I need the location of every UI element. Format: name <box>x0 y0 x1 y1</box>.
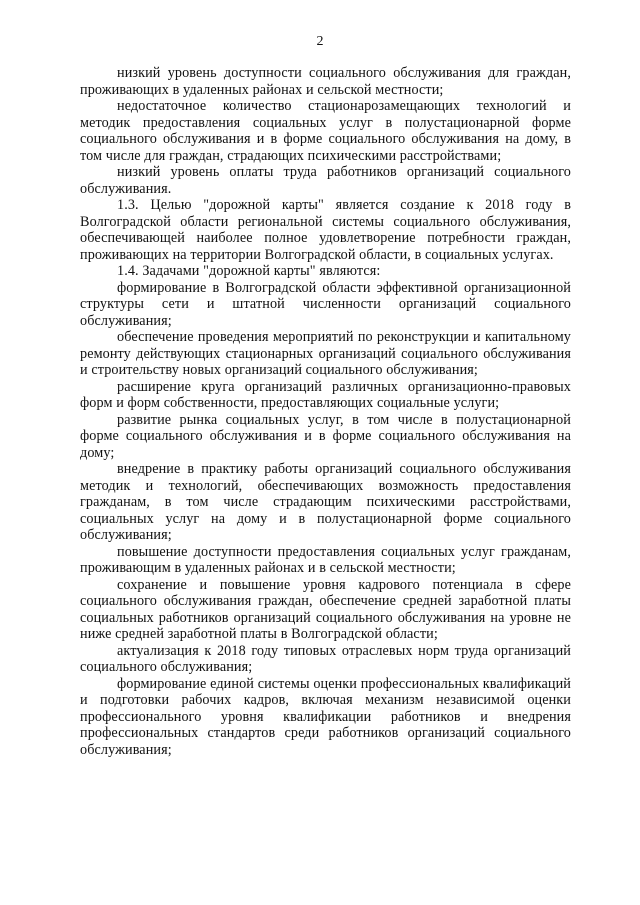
page-number: 2 <box>316 34 324 49</box>
paragraph-task-1: формирование в Волгоградской области эффективной организационной структуры сети и штатной численности организаций социального обслуживания; <box>80 279 571 329</box>
paragraph-2: недостаточное количество стационарозамещающих технологий и методик предоставления социальных услуг в полустационарной форме социального обслуживания и в форме социального обслуживания на дому, в том числе для граждан, страдающих психическими расстройствами; <box>80 98 571 164</box>
paragraph-3: низкий уровень оплаты труда работников организаций социального обслуживания. <box>80 164 571 197</box>
paragraph-task-5: внедрение в практику работы организаций социального обслуживания методик и технологий, обеспечивающих возможность предоставления гражданам, в том числе страдающим психическими расстройствами, социальных услуг на дому и в полустационарной форме социального обслуживания; <box>80 461 571 543</box>
paragraph-task-7: сохранение и повышение уровня кадрового потенциала в сфере социального обслуживания граждан, обеспечение средней заработной платы социальных работников организаций социального обслуживания на уровне не ниже средней заработной платы в Волгоградской области; <box>80 576 571 642</box>
paragraph-task-6: повышение доступности предоставления социальных услуг гражданам, проживающим в удаленных районах и в сельской местности; <box>80 543 571 576</box>
paragraph-task-2: обеспечение проведения мероприятий по реконструкции и капитальному ремонту действующих стационарных организаций социального обслуживания и строительству новых организаций социального обслуживания; <box>80 329 571 378</box>
paragraph-task-3: расширение круга организаций различных организационно-правовых форм и форм собственности, предоставляющих социальные услуги; <box>80 378 571 411</box>
paragraph-task-9: формирование единой системы оценки профессиональных квалификаций и подготовки рабочих кадров, включая механизм независимой оценки профессионального уровня квалификации работников и внедрения профессиональных стандартов среди работников организаций социального обслуживания; <box>80 675 571 758</box>
paragraph-tasks-heading: 1.4. Задачами "дорожной карты" являются: <box>117 263 381 279</box>
paragraph-1: низкий уровень доступности социального обслуживания для граждан, проживающих в удаленных районах и сельской местности; <box>80 65 571 98</box>
paragraph-goal: 1.3. Целью "дорожной карты" является создание к 2018 году в Волгоградской области региональной системы социального обслуживания, обеспечивающей наиболее полное удовлетворение потребности граждан, проживающих на территории Волгоградской области, в социальных услугах. <box>80 197 571 263</box>
paragraph-task-4: развитие рынка социальных услуг, в том числе в полустационарной форме социального обслуживания и в форме социального обслуживания на дому; <box>80 411 571 461</box>
document-body <box>80 65 571 758</box>
paragraph-task-8: актуализация к 2018 году типовых отраслевых норм труда организаций социального обслуживания; <box>80 642 571 675</box>
